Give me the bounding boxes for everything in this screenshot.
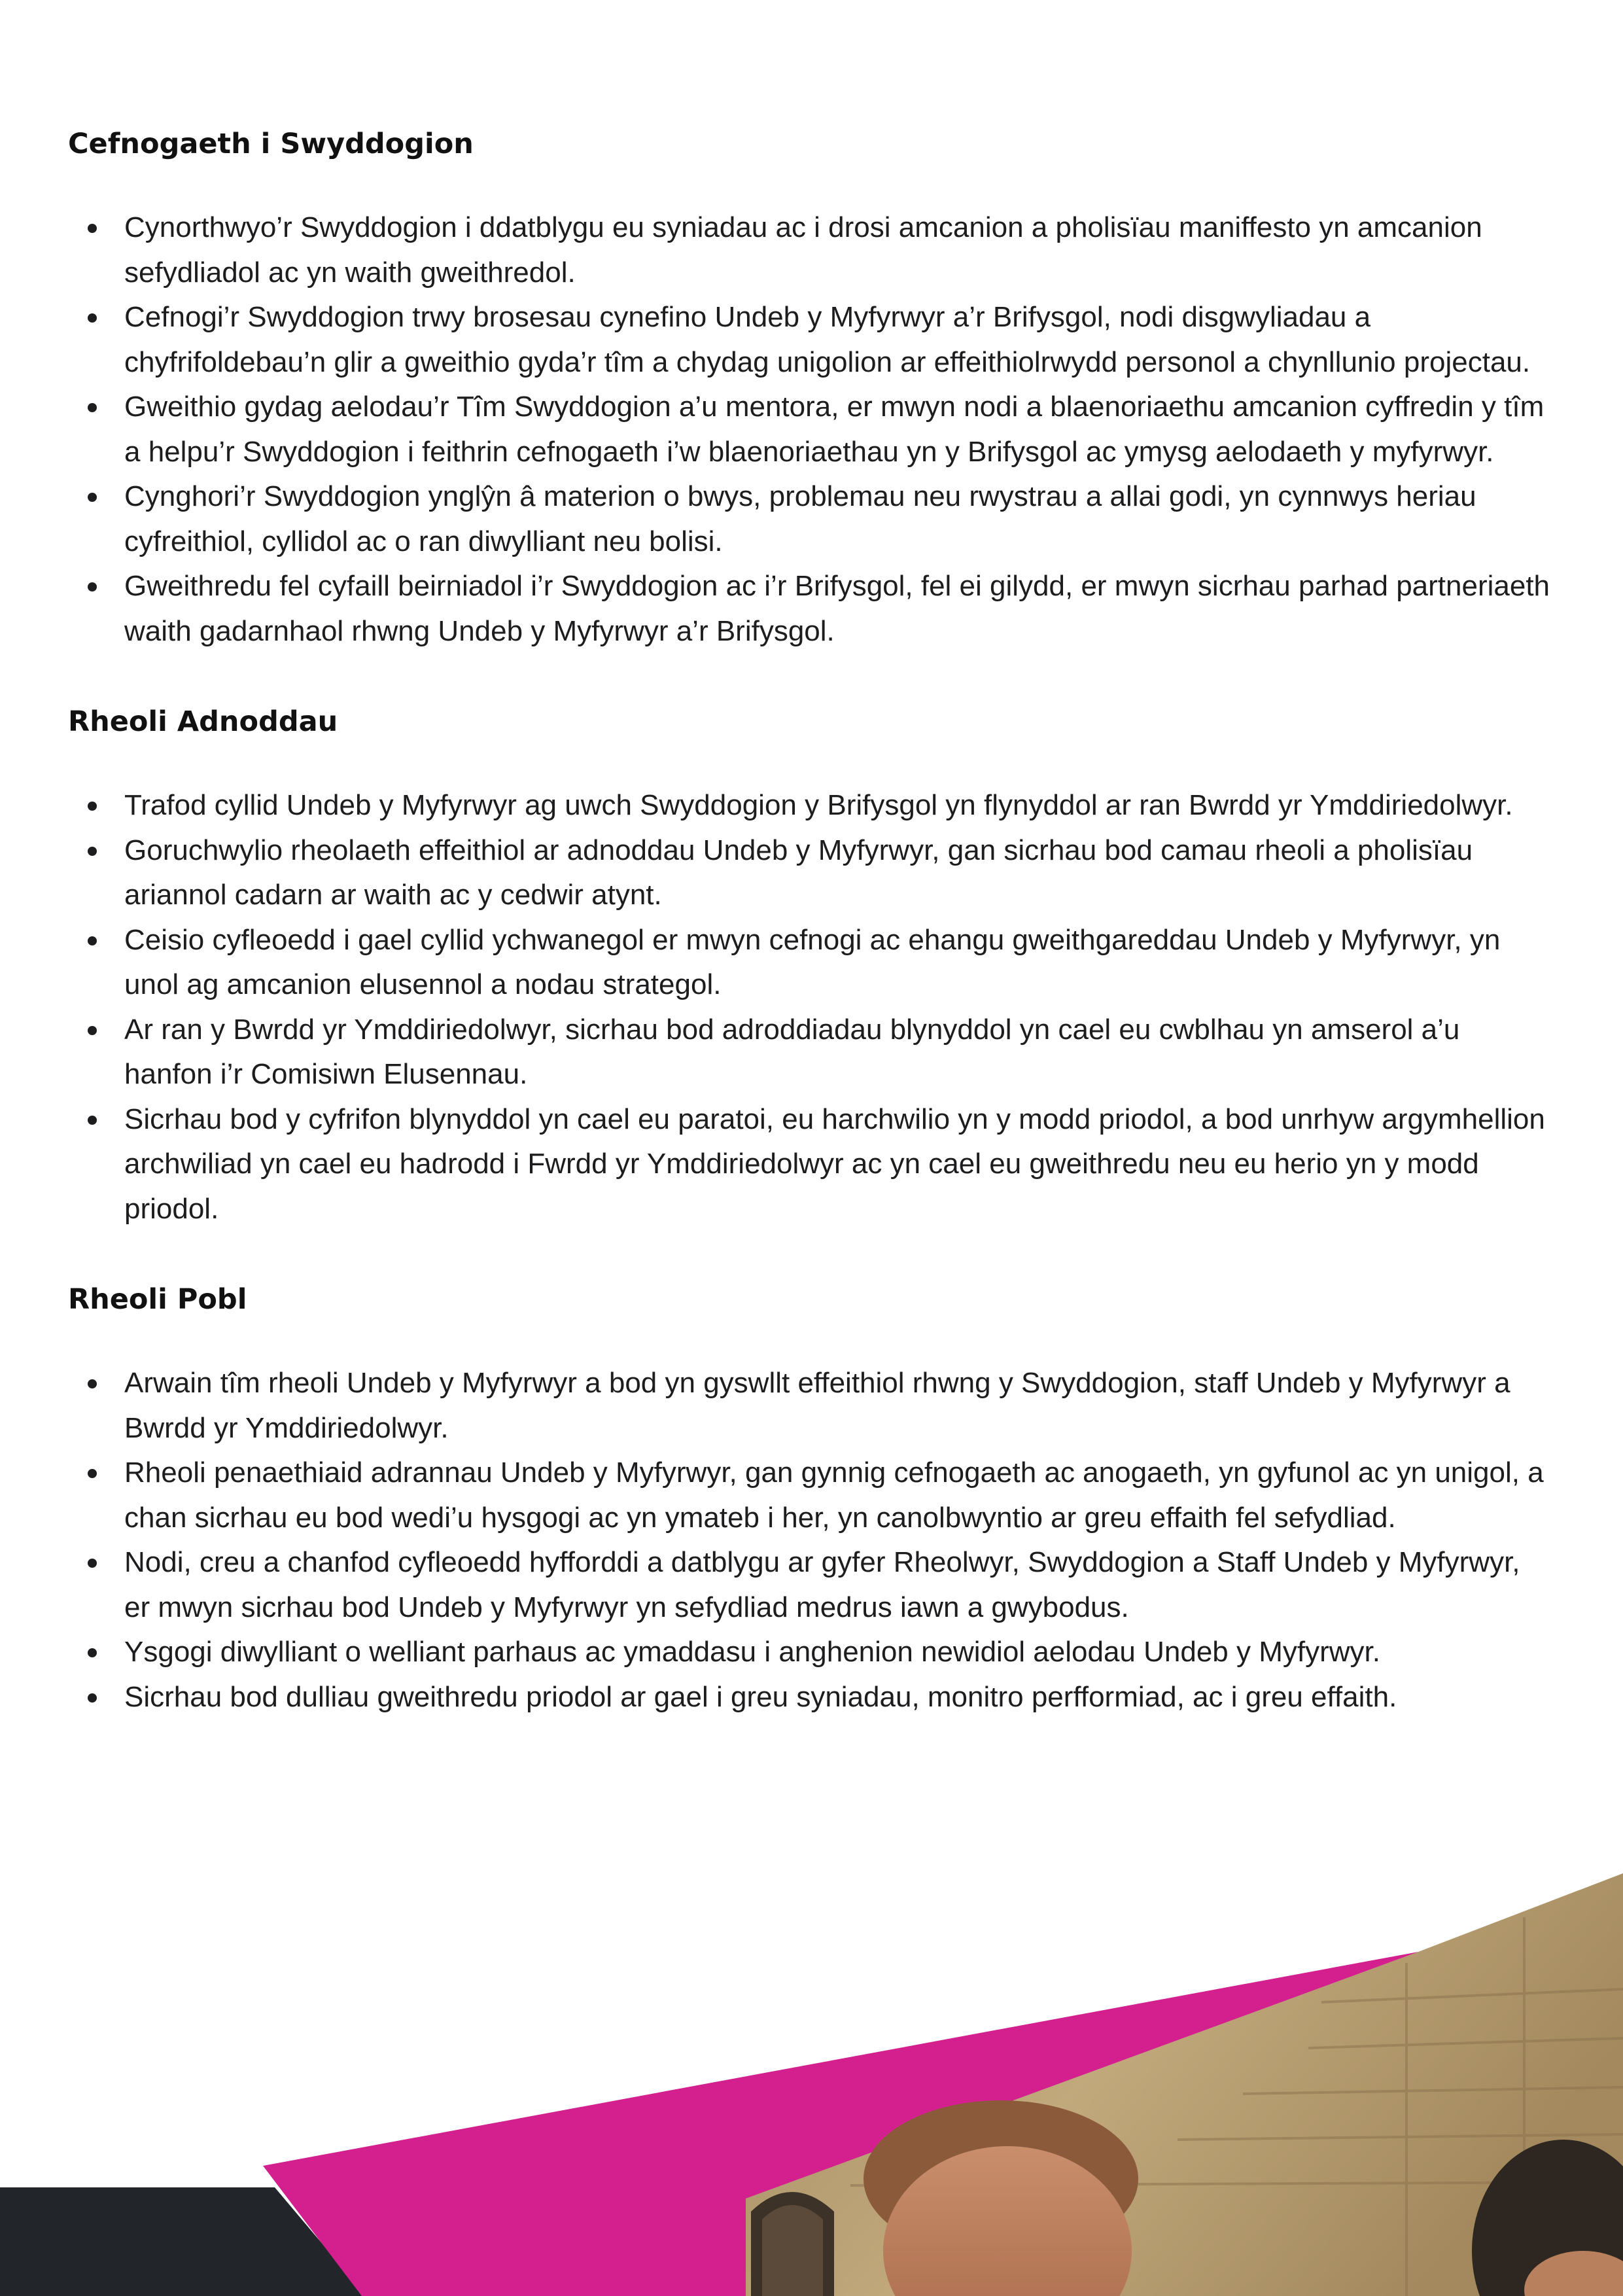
list-item: Gweithio gydag aelodau’r Tîm Swyddogion a’u mentora, er mwyn nodi a blaenoriaethu amcanion cyffredin y tîm a helpu’r Swyddogion i feithrin cefnogaeth i’w blaenoriaethau yn y Brifysgol ac ymysg aelodaeth y myfyrwyr. bbox=[68, 385, 1553, 474]
section-resource-management bbox=[68, 702, 1553, 1231]
footer-decoration bbox=[0, 1871, 1623, 2296]
list-item: Sicrhau bod dulliau gweithredu priodol ar gael i greu syniadau, monitro perfformiad, ac i greu effaith. bbox=[68, 1675, 1553, 1720]
list-item: Trafod cyllid Undeb y Myfyrwyr ag uwch Swyddogion y Brifysgol yn flynyddol ar ran Bwrdd yr Ymddiriedolwyr. bbox=[68, 783, 1553, 828]
section-heading: Rheoli Adnoddau bbox=[68, 705, 338, 738]
bullet-list bbox=[68, 783, 1553, 1231]
list-item: Ar ran y Bwrdd yr Ymddiriedolwyr, sicrhau bod adroddiadau blynyddol yn cael eu cwblhau yn amserol a’u hanfon i’r Comisiwn Elusennau. bbox=[68, 1008, 1553, 1097]
document-body bbox=[68, 124, 1553, 1768]
bullet-list bbox=[68, 1361, 1553, 1720]
list-item: Nodi, creu a chanfod cyfleoedd hyfforddi a datblygu ar gyfer Rheolwyr, Swyddogion a Staff Undeb y Myfyrwyr, er mwyn sicrhau bod Undeb y Myfyrwyr yn sefydliad medrus iawn a gwybodus. bbox=[68, 1540, 1553, 1630]
section-people-management bbox=[68, 1280, 1553, 1720]
bullet-list bbox=[68, 205, 1553, 654]
list-item: Rheoli penaethiaid adrannau Undeb y Myfyrwyr, gan gynnig cefnogaeth ac anogaeth, yn gyfunol ac yn unigol, a chan sicrhau eu bod wedi’u hysgogi ac yn ymateb i her, yn canolbwyntio ar greu effaith fel sefydliad. bbox=[68, 1451, 1553, 1540]
list-item: Ceisio cyfleoedd i gael cyllid ychwanegol er mwyn cefnogi ac ehangu gweithgareddau Undeb y Myfyrwyr, yn unol ag amcanion elusennol a nodau strategol. bbox=[68, 918, 1553, 1008]
list-item: Goruchwylio rheolaeth effeithiol ar adnoddau Undeb y Myfyrwyr, gan sicrhau bod camau rheoli a pholisïau ariannol cadarn ar waith ac y cedwir atynt. bbox=[68, 828, 1553, 918]
section-officer-support bbox=[68, 124, 1553, 654]
list-item: Cefnogi’r Swyddogion trwy brosesau cynefino Undeb y Myfyrwyr a’r Brifysgol, nodi disgwyliadau a chyfrifoldebau’n glir a gweithio gyda’r tîm a chydag unigolion ar effeithiolrwydd personol a chynllunio projectau. bbox=[68, 295, 1553, 385]
list-item: Cynghori’r Swyddogion ynglŷn â materion o bwys, problemau neu rwystrau a allai godi, yn cynnwys heriau cyfreithiol, cyllidol ac o ran diwylliant neu bolisi. bbox=[68, 474, 1553, 564]
section-heading: Rheoli Pobl bbox=[68, 1283, 247, 1316]
list-item: Gweithredu fel cyfaill beirniadol i’r Swyddogion ac i’r Brifysgol, fel ei gilydd, er mwyn sicrhau parhad partneriaeth waith gadarnhaol rhwng Undeb y Myfyrwyr a’r Brifysgol. bbox=[68, 564, 1553, 654]
list-item: Ysgogi diwylliant o welliant parhaus ac ymaddasu i anghenion newidiol aelodau Undeb y Myfyrwyr. bbox=[68, 1630, 1553, 1675]
list-item: Sicrhau bod y cyfrifon blynyddol yn cael eu paratoi, eu harchwilio yn y modd priodol, a bod unrhyw argymhellion archwiliad yn cael eu hadrodd i Fwrdd yr Ymddiriedolwyr ac yn cael eu gweithredu neu eu herio yn y modd priodol. bbox=[68, 1097, 1553, 1232]
list-item: Cynorthwyo’r Swyddogion i ddatblygu eu syniadau ac i drosi amcanion a pholisïau maniffesto yn amcanion sefydliadol ac yn waith gweithredol. bbox=[68, 205, 1553, 295]
section-heading: Cefnogaeth i Swyddogion bbox=[68, 128, 474, 160]
list-item: Arwain tîm rheoli Undeb y Myfyrwyr a bod yn gyswllt effeithiol rhwng y Swyddogion, staff Undeb y Myfyrwyr a Bwrdd yr Ymddiriedolwyr. bbox=[68, 1361, 1553, 1451]
